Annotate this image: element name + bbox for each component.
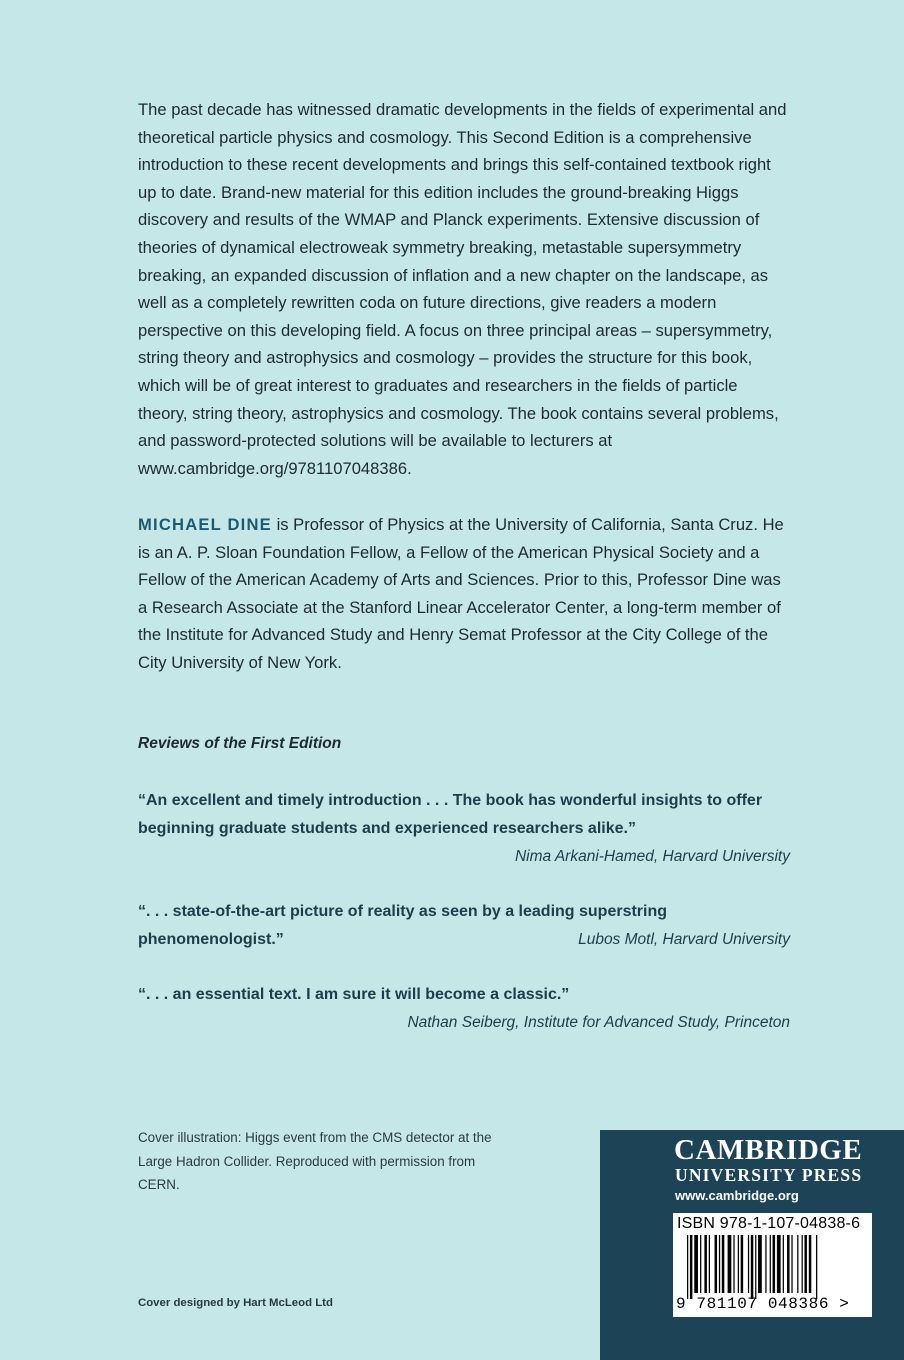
barcode-bar	[700, 1235, 701, 1293]
barcode-bar	[773, 1235, 776, 1293]
barcode-bar	[709, 1235, 710, 1293]
author-bio-text: is Professor of Physics at the University of California, Santa Cruz. He is an A. P. Sloan Foundation Fellow, a Fellow of the American Physical Society and a Fellow of the American Academy of Arts and Sciences. Prior to this, Professor Dine was a Research Associate at the Stanford Linear Accelerator Center, a long-term member of the Institute for Advanced Study and Henry Semat Professor at the City College of the City University of New York.	[138, 515, 784, 672]
review-source: Nathan Seiberg, Institute for Advanced Study, Princeton	[407, 1014, 790, 1031]
review-3	[138, 981, 790, 1037]
barcode-bar	[748, 1235, 749, 1293]
review-quote-line-1: “. . . state-of-the-art picture of reality as seen by a leading superstring	[138, 903, 668, 920]
barcode-bar	[722, 1235, 725, 1293]
barcode	[673, 1213, 872, 1317]
publisher-url: www.cambridge.org	[675, 1188, 799, 1203]
barcode-bar	[741, 1235, 744, 1293]
barcode-bar	[751, 1235, 754, 1299]
barcode-bar	[694, 1235, 698, 1293]
barcode-bar	[777, 1235, 781, 1293]
barcode-bar	[719, 1235, 720, 1293]
publisher-subtitle: UNIVERSITY PRESS	[675, 1165, 863, 1185]
barcode-bar	[802, 1235, 803, 1293]
barcode-bar	[687, 1235, 688, 1299]
barcode-bar	[797, 1235, 798, 1293]
review-quote: “. . . an essential text. I am sure it will become a classic.”	[138, 986, 570, 1003]
author-bio	[138, 511, 788, 677]
isbn-label: ISBN 978-1-107-04838-6	[677, 1215, 861, 1232]
barcode-bar	[758, 1235, 762, 1293]
barcode-bar	[770, 1235, 771, 1293]
barcode-bar	[704, 1235, 707, 1293]
cover-designer-credit: Cover designed by Hart McLeod Ltd	[138, 1297, 333, 1309]
barcode-bar	[728, 1235, 732, 1293]
barcode-bar	[755, 1235, 756, 1299]
barcode-bar	[809, 1235, 812, 1293]
barcode-bar	[787, 1235, 790, 1293]
barcode-bar	[715, 1235, 718, 1293]
publisher-name: CAMBRIDGE	[674, 1134, 863, 1166]
barcode-bar	[791, 1235, 792, 1293]
cover-illustration-credit: Cover illustration: Higgs event from the CMS detector at the Large Hadron Collider. Reproduced with permission from CERN.	[138, 1130, 492, 1192]
barcode-bar	[690, 1235, 693, 1299]
barcode-digits: 9 781107 048386 >	[676, 1295, 850, 1313]
barcode-bar	[765, 1235, 766, 1293]
barcode-bar	[733, 1235, 734, 1293]
barcode-bar	[783, 1235, 784, 1293]
barcode-bar	[738, 1235, 739, 1293]
barcode-bar	[816, 1235, 817, 1299]
reviews-heading: Reviews of the First Edition	[138, 735, 342, 752]
author-name: MICHAEL DINE	[138, 515, 272, 534]
review-quote-line-2: phenomenologist.”	[138, 931, 284, 948]
blurb-text: The past decade has witnessed dramatic developments in the fields of experimental and theoretical particle physics and cosmology. This Second Edition is a comprehensive introduction to these recent developments and brings this self-contained textbook right up to date. Brand-new material for this edition includes the ground-breaking Higgs discovery and results of the WMAP and Planck experiments. Extensive discussion of theories of dynamical electroweak symmetry breaking, metastable supersymmetry breaking, an expanded discussion of inflation and a new chapter on the landscape, as well as a completely rewritten coda on future directions, give readers a modern perspective on this developing field. A focus on three principal areas – supersymmetry, string theory and astrophysics and cosmology – provides the structure for this book, which will be of great interest to graduates and researchers in the fields of particle theory, string theory, astrophysics and cosmology. The book contains several problems, and password-protected solutions will be available to lecturers at www.cambridge.org/9781107048386.	[138, 100, 787, 478]
review-1	[138, 787, 790, 871]
publisher-panel	[600, 1130, 904, 1360]
review-2	[138, 898, 790, 954]
review-source: Nima Arkani-Hamed, Harvard University	[514, 848, 790, 865]
review-source: Lubos Motl, Harvard University	[578, 931, 790, 948]
review-quote: “An excellent and timely introduction . . . The book has wonderful insights to offer beginning graduate students and experienced researchers alike.”	[138, 792, 763, 837]
barcode-bar	[804, 1235, 807, 1293]
